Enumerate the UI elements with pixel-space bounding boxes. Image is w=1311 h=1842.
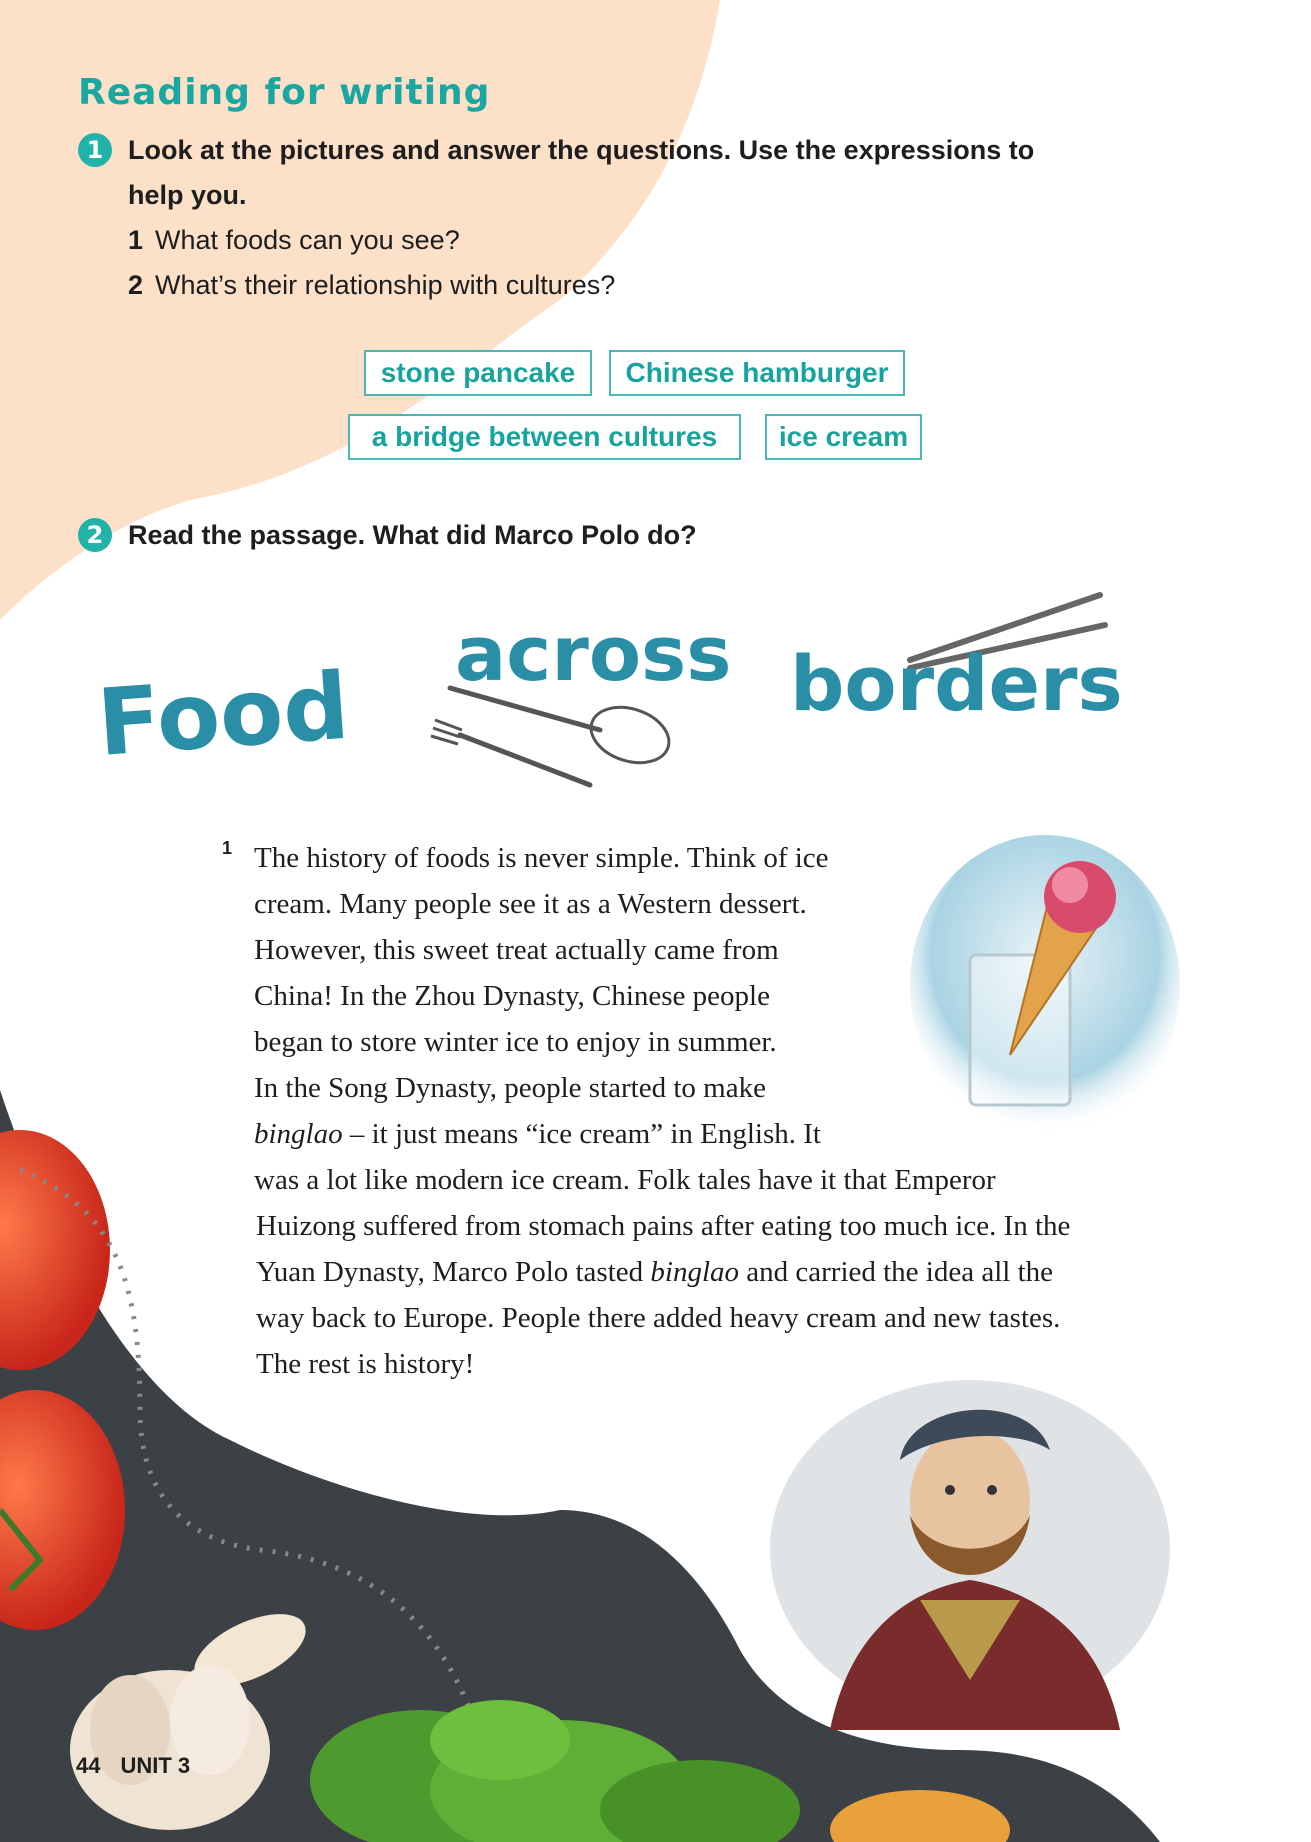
title-word-borders: borders	[790, 639, 1123, 728]
spoon-icon	[450, 688, 676, 772]
passage-text: Yuan Dynasty, Marco Polo tasted	[256, 1256, 651, 1288]
expression-ice-cream: ice cream	[765, 414, 922, 460]
fork-icon	[431, 720, 590, 785]
task-1-instruction-line-2: help you.	[128, 180, 247, 210]
passage-title-art	[90, 580, 1150, 800]
passage-line: China! In the Zhou Dynasty, Chinese people	[254, 980, 770, 1012]
passage-line: In the Song Dynasty, people started to make	[254, 1072, 766, 1104]
task-2-instruction: Read the passage. What did Marco Polo do?	[128, 520, 697, 550]
expression-stone-pancake: stone pancake	[364, 350, 592, 396]
passage-line: The history of foods is never simple. Think of ice	[254, 842, 829, 874]
passage-line: was a lot like modern ice cream. Folk tales have it that Emperor	[254, 1164, 996, 1196]
question-1	[128, 218, 460, 263]
marco-polo-portrait	[770, 1350, 1170, 1730]
question-text: What’s their relationship with cultures?	[155, 270, 616, 300]
task-1-instruction-line-1: Look at the pictures and answer the questions. Use the expressions to	[128, 135, 1035, 165]
task-2-badge: 2	[78, 518, 112, 552]
passage-line: The rest is history!	[256, 1348, 475, 1380]
passage-text: – it just means “ice cream” in English. It	[342, 1118, 821, 1150]
title-word-food: Food	[94, 652, 353, 777]
page-number: 44	[76, 1753, 101, 1778]
expression-bridge-between-cultures: a bridge between cultures	[348, 414, 741, 460]
task-1-badge: 1	[78, 133, 112, 167]
passage-line	[256, 1250, 1053, 1295]
title-word-across: across	[455, 609, 732, 698]
expression-chinese-hamburger: Chinese hamburger	[609, 350, 905, 396]
page-footer	[76, 1753, 210, 1779]
question-number: 2	[128, 270, 144, 300]
question-2	[128, 263, 615, 308]
passage-line: way back to Europe. People there added heavy cream and new tastes.	[256, 1302, 1061, 1334]
passage-line: cream. Many people see it as a Western dessert.	[254, 888, 807, 920]
passage-line: began to store winter ice to enjoy in summer.	[254, 1026, 777, 1058]
passage-line: However, this sweet treat actually came from	[254, 934, 779, 966]
unit-label: UNIT 3	[120, 1753, 191, 1778]
question-text: What foods can you see?	[155, 225, 460, 255]
italic-word: binglao	[254, 1118, 343, 1150]
ice-cream-photo	[910, 835, 1180, 1135]
passage-line	[254, 1112, 821, 1157]
italic-word: binglao	[650, 1256, 740, 1288]
paragraph-number: 1	[222, 838, 233, 858]
question-number: 1	[128, 225, 144, 255]
section-heading: Reading for writing	[78, 72, 491, 113]
passage-line: Huizong suffered from stomach pains after eating too much ice. In the	[256, 1210, 1071, 1242]
passage-text: and carried the idea all the	[739, 1256, 1054, 1288]
